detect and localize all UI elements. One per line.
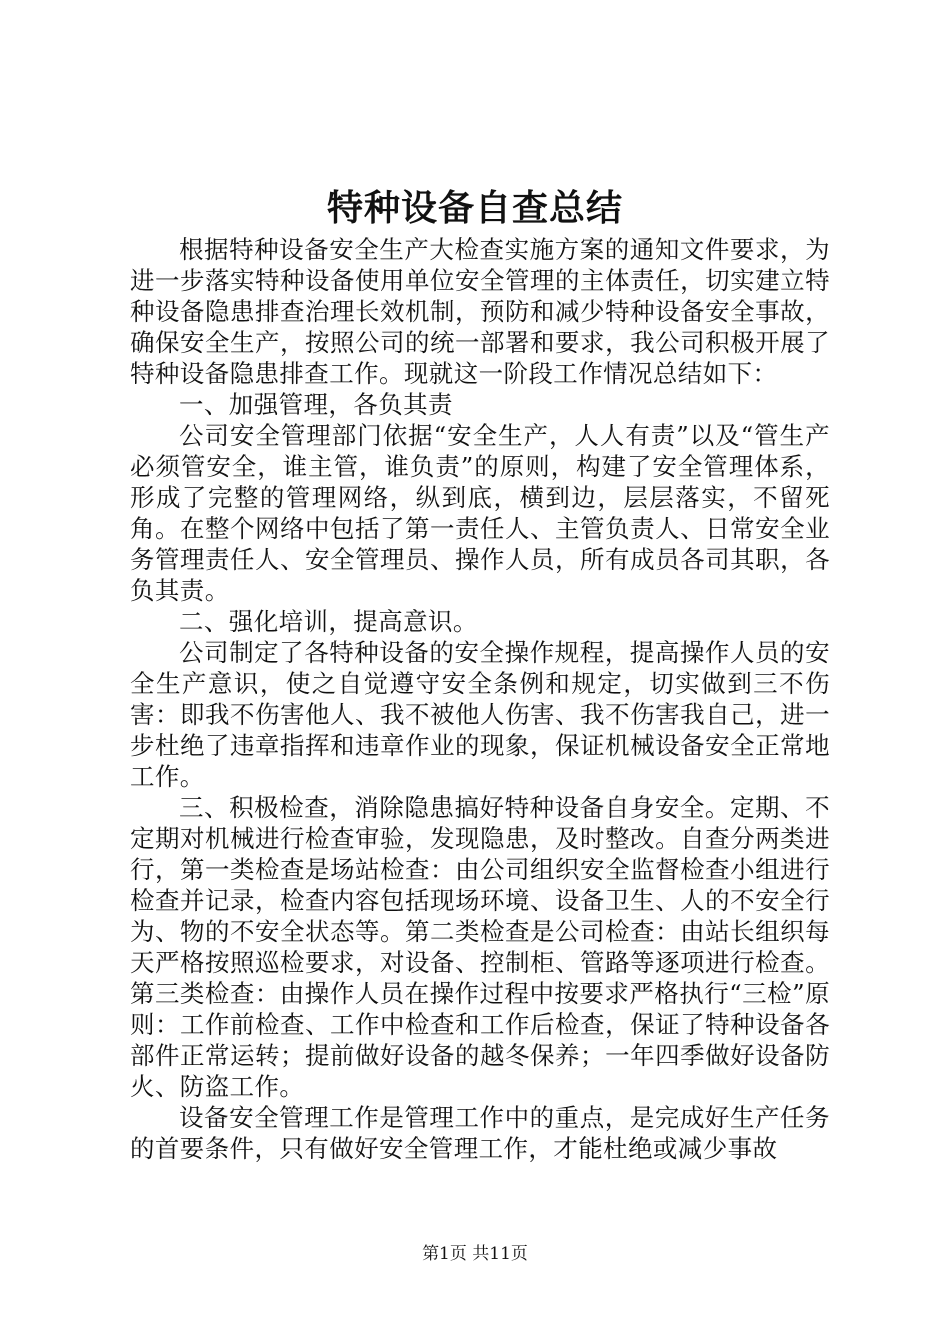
- paragraph-intro: 根据特种设备安全生产大检查实施方案的通知文件要求，为进一步落实特种设备使用单位安全管理的主体责任，切实建立特种设备隐患排查治理长效机制，预防和减少特种设备安全事故，确保安全生产，按照公司的统一部署和要求，我公司积极开展了特种设备隐患排查工作。现就这一阶段工作情况总结如下：: [130, 235, 830, 388]
- paragraph-section-3: 三、积极检查，消除隐患搞好特种设备自身安全。定期、不定期对机械进行检查审验，发现隐患，及时整改。自查分两类进行，第一类检查是场站检查：由公司组织安全监督检查小组进行检查并记录，检查内容包括现场环境、设备卫生、人的不安全行为、物的不安全状态等。第二类检查是公司检查：由站长组织每天严格按照巡检要求，对设备、控制柜、管路等逐项进行检查。第三类检查：由操作人员在操作过程中按要求严格执行“三检”原则：工作前检查、工作中检查和工作后检查，保证了特种设备各部件正常运转；提前做好设备的越冬保养；一年四季做好设备防火、防盗工作。: [130, 793, 830, 1101]
- document-title: 特种设备自查总结: [326, 187, 623, 229]
- paragraph-section-1: 公司安全管理部门依据“安全生产，人人有责”以及“管生产必须管安全，谁主管，谁负责”的原则，构建了安全管理体系，形成了完整的管理网络，纵到底，横到边，层层落实，不留死角。在整个网络中包括了第一责任人、主管负责人、日常安全业务管理责任人、安全管理员、操作人员，所有成员各司其职，各负其责。: [130, 421, 830, 605]
- paragraph-section-2: 公司制定了各特种设备的安全操作规程，提高操作人员的安全生产意识，使之自觉遵守安全条例和规定，切实做到三不伤害：即我不伤害他人、我不被他人伤害、我不伤害我自己，进一步杜绝了违章指挥和违章作业的现象，保证机械设备安全正常地工作。: [130, 638, 830, 791]
- document-body: [130, 234, 830, 1164]
- paragraph-closing: 设备安全管理工作是管理工作中的重点，是完成好生产任务的首要条件，只有做好安全管理工作，才能杜绝或减少事故: [130, 1103, 830, 1163]
- section-heading-2: 二、强化培训，提高意识。: [179, 607, 478, 636]
- section-heading-1: 一、加强管理，各负其责: [179, 390, 453, 419]
- page-footer: 第1页 共11页: [422, 1244, 528, 1264]
